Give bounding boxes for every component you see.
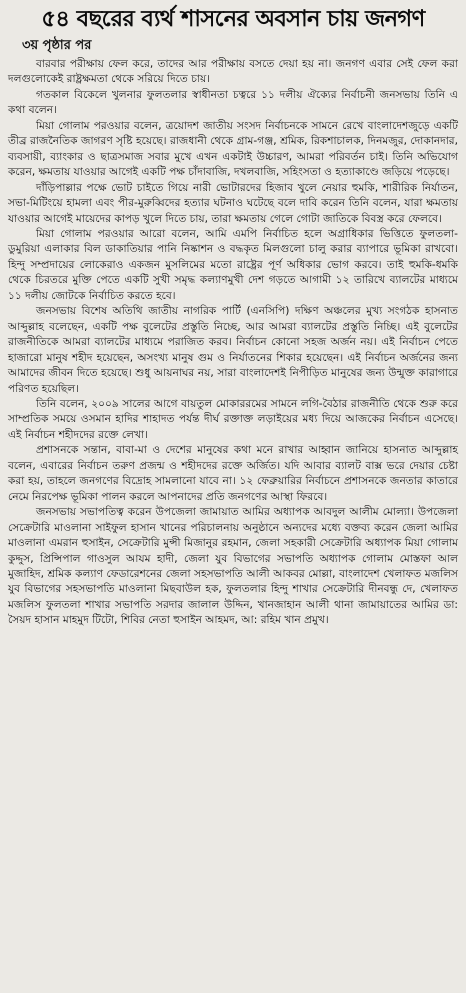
paragraph: মিয়া গোলাম পরওয়ার আরো বলেন, আমি এমপি নির্বাচিত হলে অগ্রাধিকার ভিত্তিতে ফুলতলা-ডুমুরিয়া এলাকার বিল ডাকাতিয়ার পানি নিষ্কাশন ও বদ্ধকৃত মিলগুলো চালু করার ব্যাপারে ভূমিকা রাখবো। হিন্দু সম্প্রদায়ের লোকেরাও একজন মুসলিমের মতো রাষ্ট্রের পূর্ণ অধিকার ভোগ করবে। তাই হুমকি-ধমকি থেকে চিরতরে মুক্তি পেতে একটি সুখী সমৃদ্ধ কল্যাণমুখী দেশ গড়তে আগামী ১২ তারিখে ব্যালটের মাধ্যমে ১১ দলীয় জোটকে নির্বাচিত করতে হবে। <box>8 227 458 302</box>
headline: ৫৪ বছরের ব্যর্থ শাসনের অবসান চায় জনগণ <box>41 6 425 32</box>
paragraph: তিনি বলেন, ২০০৯ সালের আগে বায়তুল মোকাররমের সামনে লগি-বৈঠার রাজনীতি থেকে শুরু করে সাম্প্রতিক সময়ে ওসমান হাদির শাহাদত পর্যন্ত দীর্ঘ রক্তাক্ত লড়াইয়ের মধ্য দিয়ে আজকের নির্বাচন এসেছে। এই নির্বাচন শহীদদের রক্তে লেখা। <box>8 397 458 441</box>
paragraph: মিয়া গোলাম পরওয়ার বলেন, ত্রয়োদশ জাতীয় সংসদ নির্বাচনকে সামনে রেখে বাংলাদেশজুড়ে একটি তীব্র রাজনৈতিক জাগরণ সৃষ্টি হয়েছে। রাজধানী থেকে গ্রাম-গঞ্জ, শ্রমিক, রিকশাচালক, দিনমজুর, দোকানদার, ব্যবসায়ী, ব্যাংকার ও ছাত্রসমাজ সবার মুখে এখন একটাই উচ্চারণ, আমরা পরিবর্তন চাই। তিনি অভিযোগ করেন, ক্ষমতায় যাওয়ার আগেই একটি পক্ষ চাঁদাবাজি, দখলবাজি, সহিংসতা ও হত্যাকাণ্ডে জড়িয়ে পড়েছে। <box>8 119 458 179</box>
paragraph: বারবার পরীক্ষায় ফেল করে, তাদের আর পরীক্ষায় বসতে দেয়া হয় না। জনগণ এবার সেই ফেল করা দলগুলোকেই রাষ্ট্রক্ষমতা থেকে সরিয়ে দিতে চায়। <box>8 58 458 86</box>
paragraph: জনসভায় সভাপতিত্ব করেন উপজেলা জামায়াত আমির অধ্যাপক আবদুল আলীম মোল্যা। উপজেলা সেক্রেটারি মাওলানা সাইফুল হাসান খানের পরিচালনায় অনুষ্ঠানে অন্যদের মধ্যে বক্তব্য করেন জেলা আমির মাওলানা এমরান হুসাইন, সেক্রেটারি মুন্সী মিজানুর রহমান, জেলা সহকারী সেক্রেটারি অধ্যাপক মিয়া গোলাম কুদ্দুস, প্রিন্সিপাল গাওসুল আযম হাদী, জেলা যুব বিভাগের সভাপতি অধ্যাপক গোলাম মোস্তফা আল মুজাহিদ, শ্রমিক কল্যাণ ফেডারেশনের জেলা সহসভাপতি আলী আকবর মোল্লা, বাংলাদেশ খেলাফত মজলিস যুব বিভাগের সহসভাপতি মাওলানা মিছবাউল হক, ফুলতলার হিন্দু শাখার সেক্রেটারি দীনবন্ধু দে, খেলাফত মজলিস ফুলতলা শাখার সভাপতি সরদার জালাল উদ্দিন, খানজাহান আলী থানা জামায়াতের আমির ডা: সৈয়দ হাসান মাহমুদ টিটো, শিবির নেতা হুসাইন আহমদ, আ: রহিম খান প্রমুখ। <box>8 506 458 627</box>
paragraph: প্রশাসনকে সন্তান, বাবা-মা ও দেশের মানুষের কথা মনে রাখার আহ্বান জানিয়ে হাসনাত আব্দুল্লাহ বলেন, এবারের নির্বাচন তরুণ প্রজন্ম ও শহীদদের রক্তে অর্জিত। যদি আবার ব্যালট বাক্স ভরে দেয়ার চেষ্টা করা হয়, তাহলে জনগণের বিদ্রোহ সামলানো যাবে না। ১২ ফেব্রুয়ারির নির্বাচনে প্রশাসনকে জনতার কাতারে নেমে নিরপেক্ষ ভূমিকা পালন করলে আপনাদের প্রতি জনগণের আস্থা ফিরবে। <box>8 444 458 503</box>
paragraph: গতকাল বিকেলে খুলনার ফুলতলার স্বাধীনতা চত্বরে ১১ দলীয় ঐক্যের নির্বাচনী জনসভায় তিনি এ কথা বলেন। <box>8 88 458 117</box>
article-body <box>8 57 458 629</box>
paragraph: দাঁড়িপাল্লার পক্ষে ভোট চাইতে গিয়ে নারী ভোটারদের হিজাব খুলে নেয়ার হুমকি, শারীরিক নির্যাতন, সভা-মিটিংয়ে হামলা এবং পীর-মুরুব্বিদের হত্যার ঘটনাও ঘটেছে বলে দাবি করেন তিনি বলেন, যারা ক্ষমতায় যাওয়ার আগেই মায়েদের কাপড় খুলে দিতে চায়, তারা ক্ষমতায় গেলে গোটা জাতিকে বিবস্ত্র করে ফেলবে। <box>8 181 458 225</box>
paragraph: জনসভায় বিশেষ অতিথি জাতীয় নাগরিক পার্টি (এনসিপি) দক্ষিণ অঞ্চলের মুখ্য সংগঠক হাসনাত আব্দুল্লাহ বলেছেন, একটি পক্ষ বুলেটের প্রস্তুতি নিচ্ছে, আর আমরা ব্যালটের প্রস্তুতি নিচ্ছি। এই বুলেটের রাজনীতিকে আমরা ব্যালটের মাধ্যমে পরাজিত করব। নির্বাচন কোনো সহজ অর্জন নয়। এই নির্বাচন পেতে হাজারো মানুষ শহীদ হয়েছেন, অসংখ্য মানুষ গুম ও নির্যাতনের শিকার হয়েছেন। এই নির্বাচন অর্জনের জন্য আমাদের জীবন দিতে হয়েছে। শুধু আয়নাঘর নয়, সারা বাংলাদেশই নিপীড়িত মানুষের জন্য উন্মুক্ত কারাগারে পরিণত হয়েছিল। <box>8 305 458 395</box>
continued-from-label: ৩য় পৃষ্ঠার পর <box>22 38 92 53</box>
